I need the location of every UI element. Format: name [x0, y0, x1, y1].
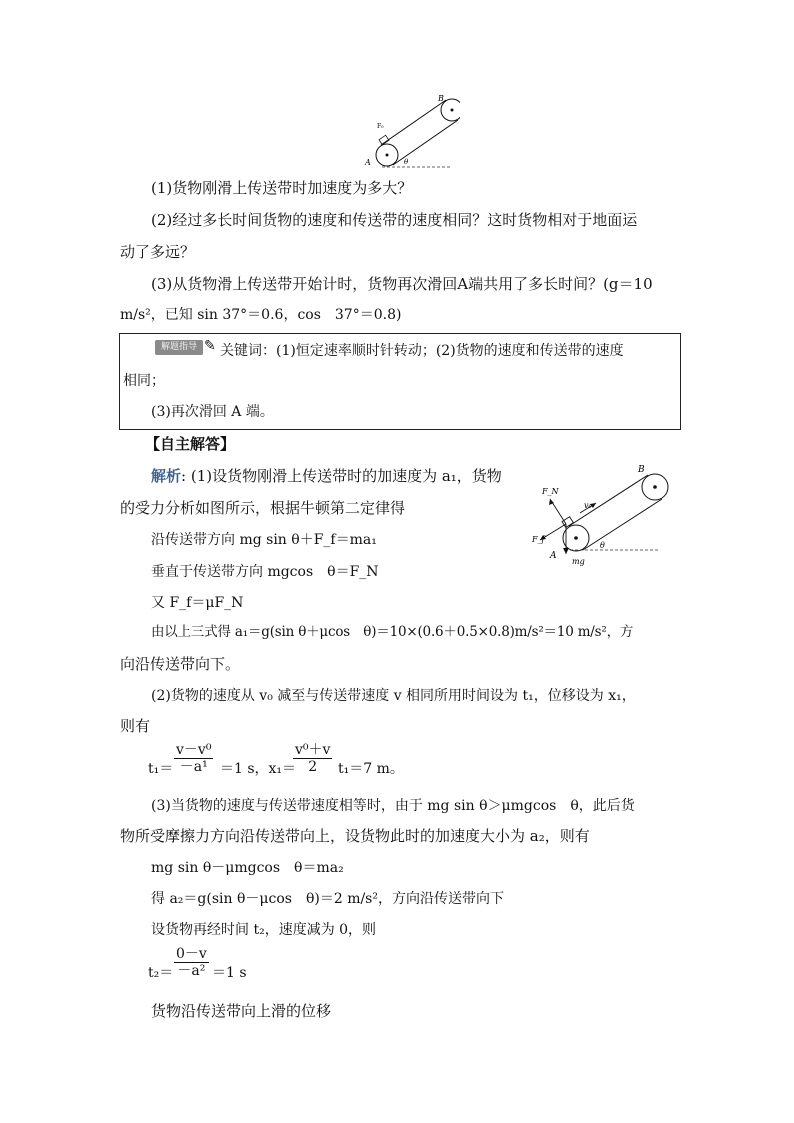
figure-right-label-ff: F_f — [532, 535, 545, 544]
hint-box — [119, 333, 681, 430]
eq1-denominator-2: 2 — [308, 759, 318, 775]
solution-line-2: 的受力分析如图所示，根据牛顿第二定律得 — [120, 499, 406, 517]
solution-line-5: 又 F_f＝μF_N — [151, 595, 244, 611]
eq1-t1: t₁＝ — [148, 761, 174, 777]
solution-line-12: mg sin θ－μmgcos θ＝ma₂ — [151, 860, 344, 876]
solution-line-13: 得 a₂＝g(sin θ－μcos θ)＝2 m/s²，方向沿传送带向下 — [151, 891, 504, 907]
hint-badge: 解题指导 — [155, 340, 203, 355]
figure-top-label-f0: F₀ — [377, 123, 384, 130]
figure-right-label-theta: θ — [600, 541, 605, 550]
eq2-t2: t₂＝ — [148, 965, 174, 981]
solution-line-6: 由以上三式得 a₁＝g(sin θ＋μcos θ)＝10×(0.6＋0.5×0.8)m/s²＝10 m/s²，方 — [151, 624, 634, 640]
pencil-icon: ✎ — [204, 338, 216, 354]
eq2-fraction — [174, 946, 209, 979]
force-analysis-figure — [530, 462, 680, 570]
conveyor-figure-top — [360, 93, 460, 171]
figure-top-label-b: B — [438, 94, 444, 103]
question-2-line-2: 动了多远？ — [120, 243, 196, 261]
eq1-end: t₁＝7 m。 — [338, 761, 404, 777]
solution-line-3: 沿传送带方向 mg sin θ＋F_f＝ma₁ — [151, 532, 377, 548]
eq1-fraction-2 — [293, 742, 332, 775]
solution-line-15: 货物沿传送带向上滑的位移 — [151, 1002, 332, 1020]
figure-right-label-v0: v₀ — [584, 501, 592, 510]
solution-line-9: 则有 — [120, 717, 151, 735]
eq2-denominator: －a² — [177, 963, 206, 979]
hint-line-2: 相同； — [123, 373, 165, 389]
eq1-denominator-1: －a¹ — [179, 759, 208, 775]
hint-line-1: 关键词：(1)恒定速率顺时针转动；(2)货物的速度和传送带的速度 — [220, 343, 624, 359]
eq1-numerator-2: v⁰＋v — [295, 742, 331, 758]
figure-right-label-b: B — [638, 465, 645, 475]
question-3-line-1: (3)从货物滑上传送带开始计时，货物再次滑回A端共用了多长时间？(g＝10 — [151, 275, 653, 293]
solution-line-10: (3)当货物的速度与传送带速度相等时，由于 mg sin θ＞μmgcos θ，此后货 — [151, 798, 635, 814]
question-3-line-2: m/s²，已知 sin 37°＝0.6，cos 37°＝0.8) — [120, 307, 402, 323]
question-1: (1)货物刚滑上传送带时加速度为多大？ — [151, 179, 413, 197]
eq1-numerator-1: v－v⁰ — [176, 742, 212, 758]
solution-line-7: 向沿传送带向下。 — [120, 655, 241, 673]
question-2-line-1: (2)经过多长时间货物的速度和传送带的速度相同？这时货物相对于地面运 — [151, 211, 638, 229]
figure-top-label-theta: θ — [404, 158, 409, 166]
solution-line-11: 物所受摩擦力方向沿传送带向上，设货物此时的加速度大小为 a₂，则有 — [120, 827, 590, 845]
solution-line-1 — [151, 466, 502, 486]
analysis-label: 解析 — [151, 467, 182, 485]
figure-right-label-mg: mg — [572, 557, 585, 566]
figure-top-label-a: A — [365, 158, 371, 167]
eq2-end: ＝1 s — [212, 965, 247, 981]
figure-right-label-a: A — [550, 551, 557, 561]
eq2-numerator: 0－v — [176, 946, 207, 962]
solution-line-8: (2)货物的速度从 v₀ 减至与传送带速度 v 相同所用时间设为 t₁，位移设为 x₁， — [151, 688, 636, 704]
figure-right-label-fn: F_N — [542, 487, 559, 496]
solution-line-14: 设货物再经时间 t₂，速度减为 0，则 — [151, 922, 377, 938]
eq1-fraction-1 — [174, 742, 213, 775]
solution-line-4: 垂直于传送带方向 mgcos θ＝F_N — [151, 564, 379, 580]
eq1-mid: ＝1 s，x₁＝ — [220, 761, 297, 777]
solution-line-1-text: : (1)设货物刚滑上传送带时的加速度为 a₁，货物 — [181, 467, 502, 485]
section-title: 【自主解答】 — [145, 435, 236, 453]
hint-line-3: (3)再次滑回 A 端。 — [151, 404, 274, 420]
